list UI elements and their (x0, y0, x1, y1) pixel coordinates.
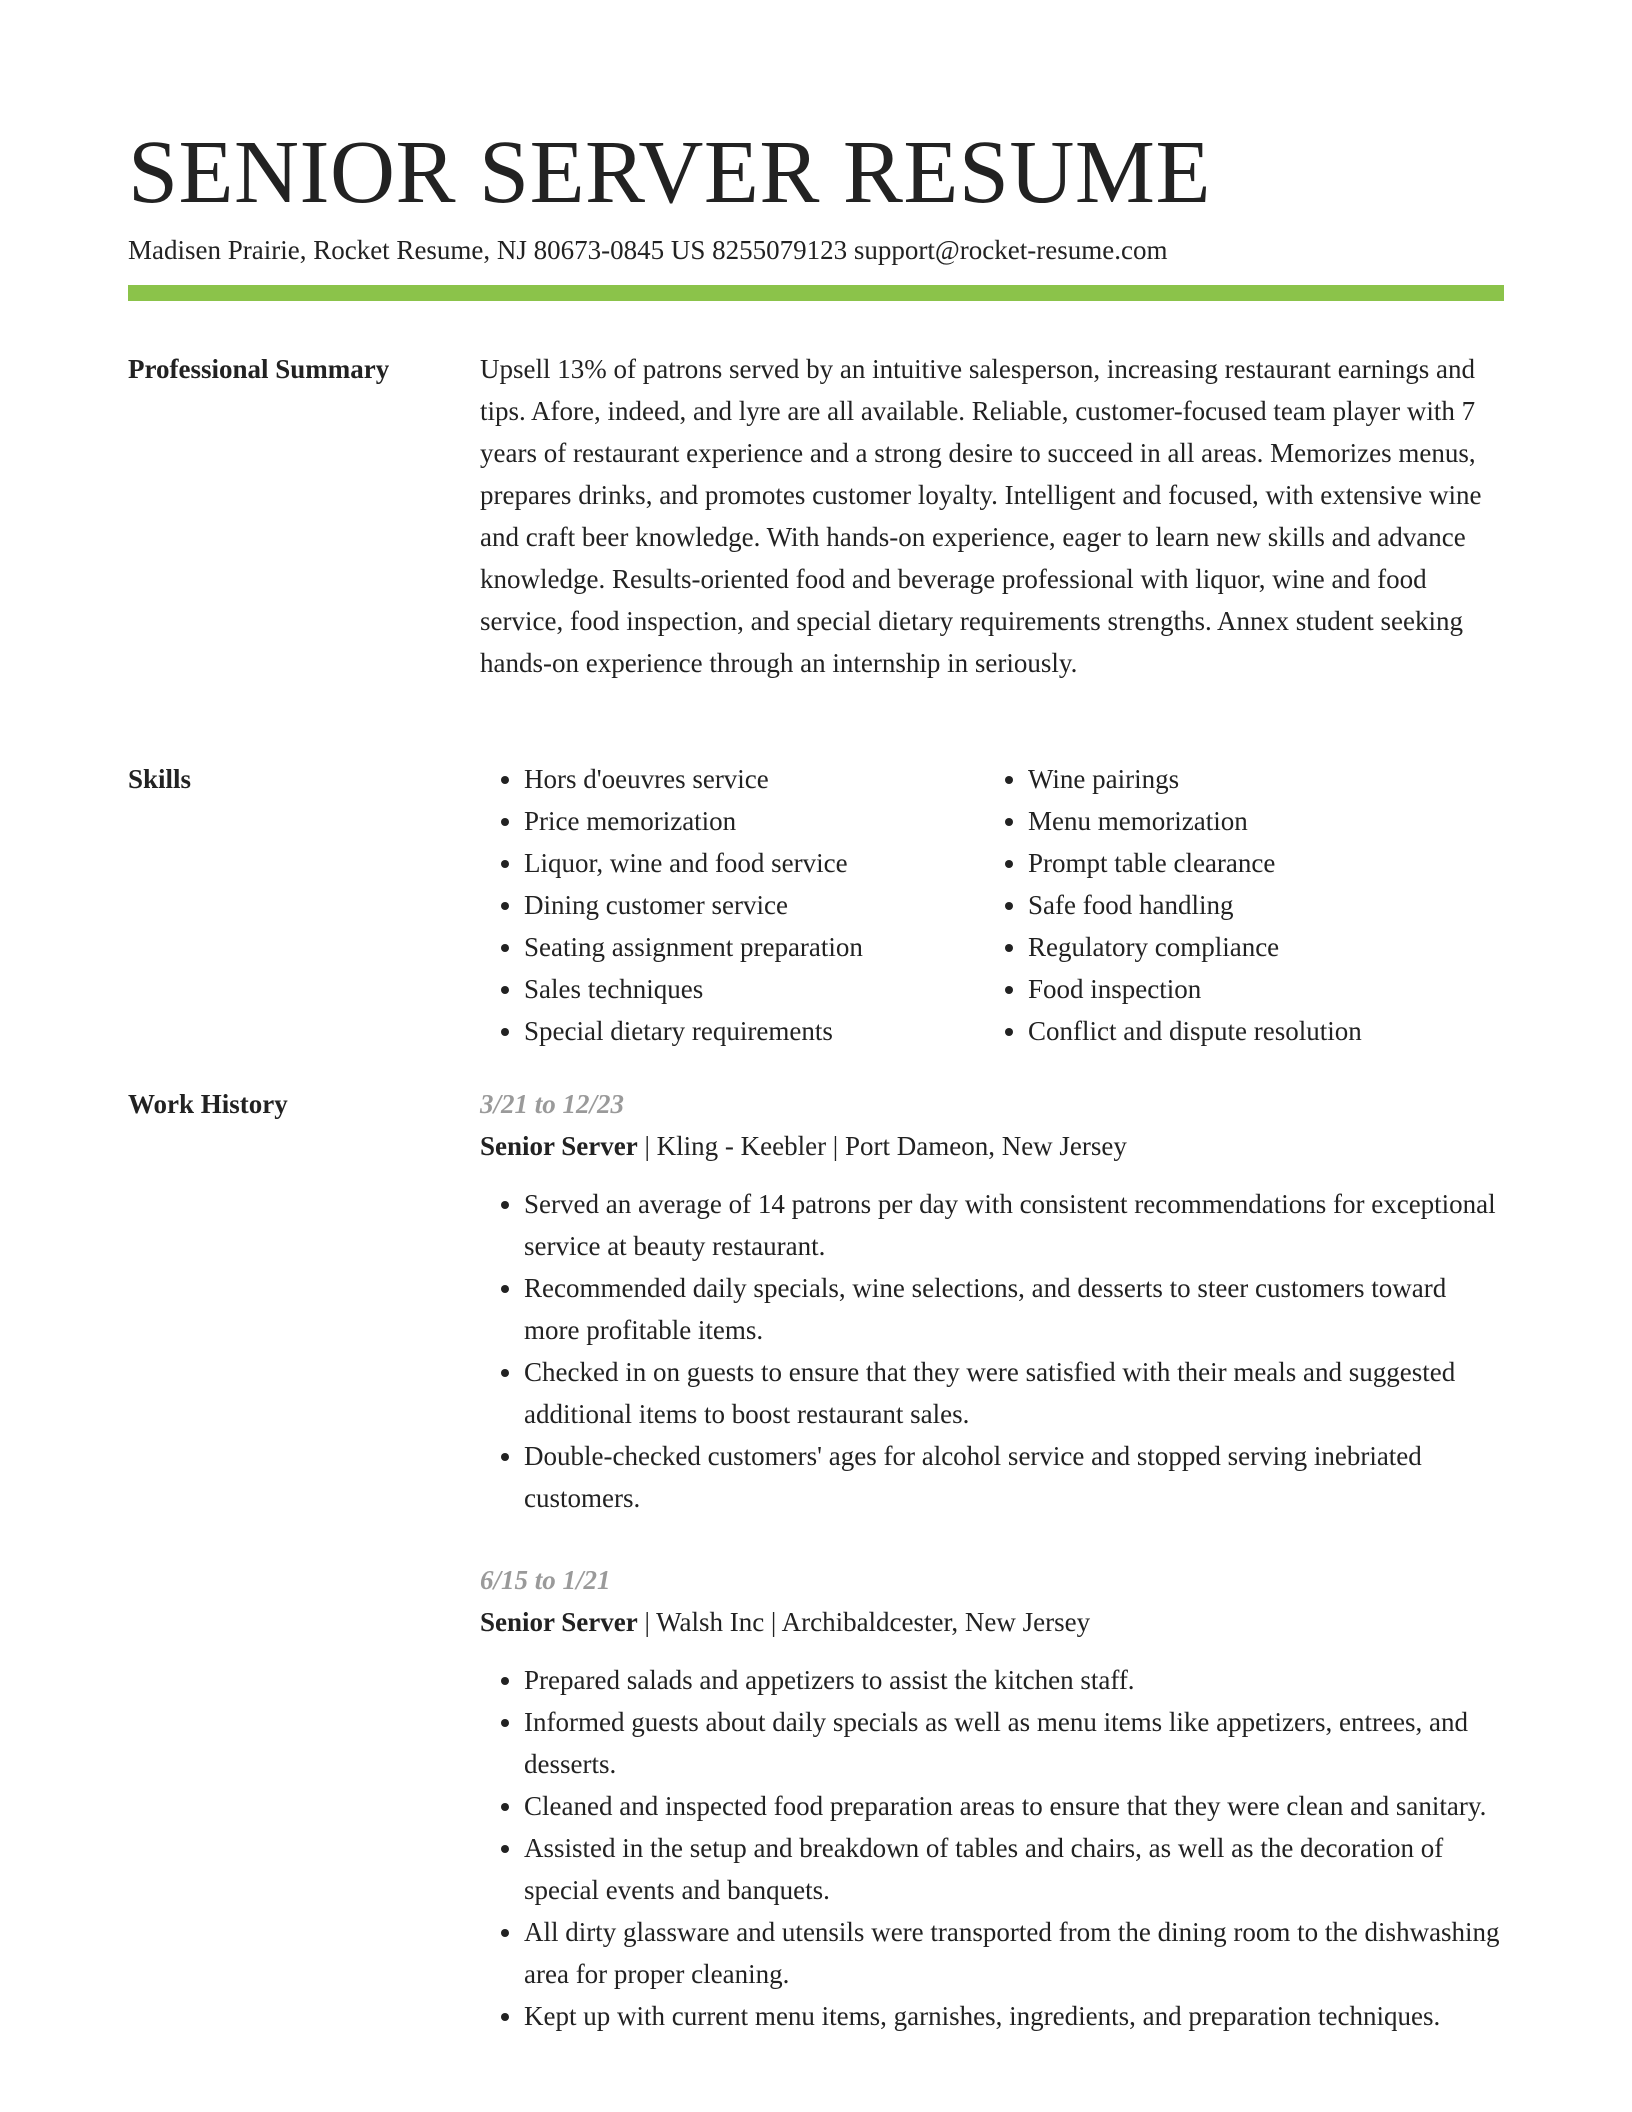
job-entry (480, 1083, 1504, 1519)
summary-text: Upsell 13% of patrons served by an intuitive salesperson, increasing restaurant earnings and tips. Afore, indeed, and lyre are all available. Reliable, customer-focused team player with 7 years of restaurant experience and a strong desire to succeed in all areas. Memorizes menus, prepares drinks, and promotes customer loyalty. Intelligent and focused, with extensive wine and craft beer knowledge. With hands-on experience, eager to learn new skills and advance knowledge. Results-oriented food and beverage professional with liquor, wine and food service, food inspection, and special dietary requirements strengths. Annex student seeking hands-on experience through an internship in seriously. (480, 354, 1482, 678)
job-entry (480, 1559, 1504, 2037)
job-heading (480, 1601, 1504, 1643)
job-bullet: • Informed guests about daily specials as well as menu items like appetizers, entrees, and desserts. (524, 1701, 1504, 1785)
skill-item: • Food inspection (1028, 968, 1488, 1010)
job-bullets (480, 1659, 1504, 2037)
skill-item: • Liquor, wine and food service (524, 842, 984, 884)
section-label-skills: Skills (128, 764, 192, 794)
contact-line: Madisen Prairie, Rocket Resume, NJ 80673-0845 US 8255079123 support@rocket-resume.com (128, 235, 1168, 265)
job-title: Senior Server (480, 1131, 638, 1161)
accent-divider (128, 285, 1504, 301)
skills-list-right (984, 758, 1488, 1052)
skill-item: • Wine pairings (1028, 758, 1488, 800)
job-bullet: • All dirty glassware and utensils were transported from the dining room to the dishwashing area for proper cleaning. (524, 1911, 1504, 1995)
skill-item: • Conflict and dispute resolution (1028, 1010, 1488, 1052)
job-bullet: • Served an average of 14 patrons per day with consistent recommendations for exceptional service at beauty restaurant. (524, 1183, 1504, 1267)
skill-item: • Regulatory compliance (1028, 926, 1488, 968)
job-employer-location: | Kling - Keebler | Port Dameon, New Jersey (637, 1131, 1127, 1161)
work-history-list (480, 1083, 1504, 2077)
skill-item: • Special dietary requirements (524, 1010, 984, 1052)
skill-item: • Prompt table clearance (1028, 842, 1488, 884)
job-employer-location: | Walsh Inc | Archibaldcester, New Jersey (637, 1607, 1091, 1637)
job-bullet: • Double-checked customers' ages for alcohol service and stopped serving inebriated customers. (524, 1435, 1504, 1519)
skills-list-left (480, 758, 984, 1052)
job-bullet: • Kept up with current menu items, garnishes, ingredients, and preparation techniques. (524, 1995, 1504, 2037)
page-title: SENIOR SERVER RESUME (128, 123, 1211, 222)
job-heading (480, 1125, 1504, 1167)
job-bullet: • Prepared salads and appetizers to assist the kitchen staff. (524, 1659, 1504, 1701)
skill-item: • Sales techniques (524, 968, 984, 1010)
job-bullet: • Assisted in the setup and breakdown of tables and chairs, as well as the decoration of special events and banquets. (524, 1827, 1504, 1911)
job-bullet: • Recommended daily specials, wine selections, and desserts to steer customers toward more profitable items. (524, 1267, 1504, 1351)
section-label-summary: Professional Summary (128, 354, 390, 384)
job-title: Senior Server (480, 1607, 638, 1637)
skill-item: • Menu memorization (1028, 800, 1488, 842)
skill-item: • Price memorization (524, 800, 984, 842)
skill-item: • Hors d'oeuvres service (524, 758, 984, 800)
job-dates: 3/21 to 12/23 (480, 1089, 625, 1119)
job-dates: 6/15 to 1/21 (480, 1565, 611, 1595)
section-label-work: Work History (128, 1089, 288, 1119)
skill-item: • Dining customer service (524, 884, 984, 926)
skill-item: • Safe food handling (1028, 884, 1488, 926)
job-bullet: • Cleaned and inspected food preparation areas to ensure that they were clean and sanitary. (524, 1785, 1504, 1827)
job-bullets (480, 1183, 1504, 1519)
skill-item: • Seating assignment preparation (524, 926, 984, 968)
job-bullet: • Checked in on guests to ensure that they were satisfied with their meals and suggested additional items to boost restaurant sales. (524, 1351, 1504, 1435)
